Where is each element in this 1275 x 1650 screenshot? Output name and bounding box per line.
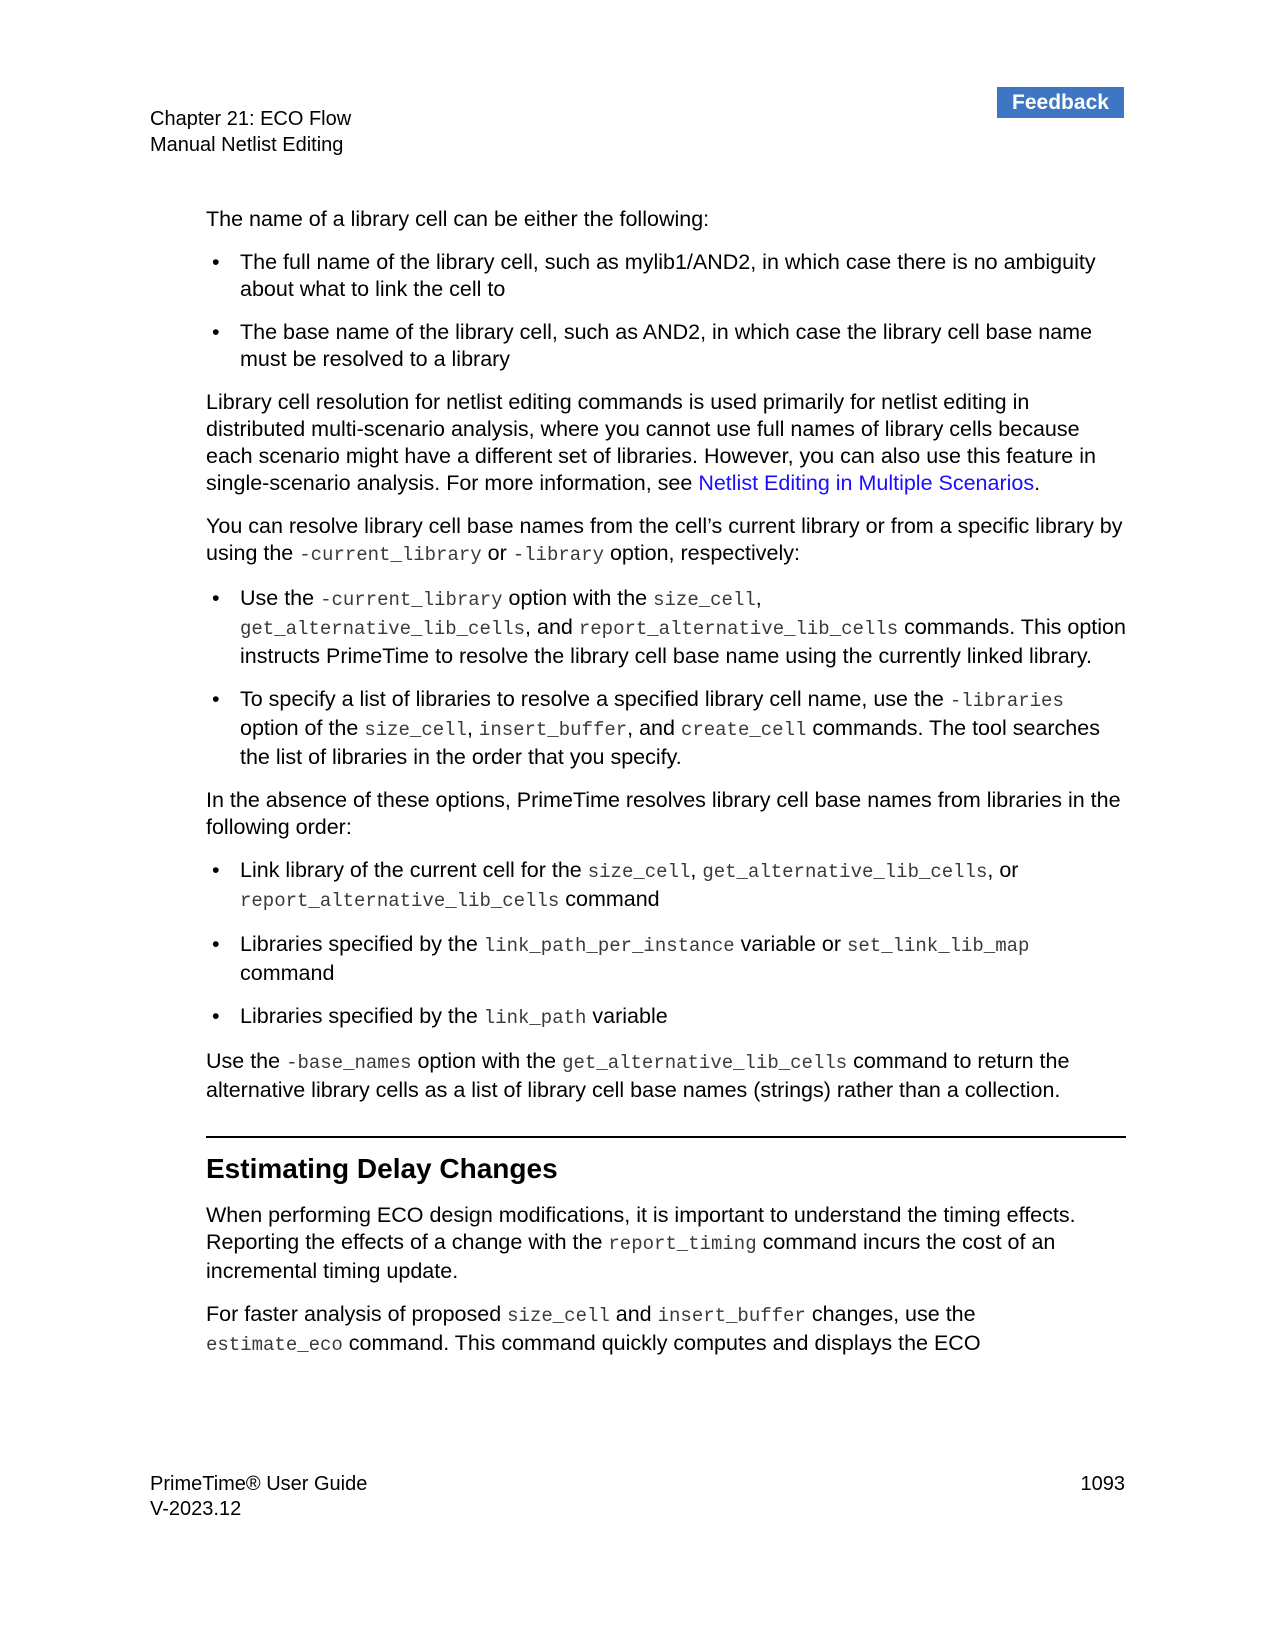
list-item: • Libraries specified by the link_path variable bbox=[212, 1004, 668, 1029]
section-divider bbox=[206, 1136, 1126, 1138]
bullet-list bbox=[206, 585, 1126, 771]
bullet-list bbox=[206, 857, 1126, 1032]
feedback-button[interactable]: Feedback bbox=[997, 87, 1124, 118]
paragraph: Use the -base_names option with the get_alternative_lib_cells command to return the alternative library cells as a list of library cell base names (strings) rather than a collection. bbox=[206, 1049, 1070, 1102]
page-number: 1093 bbox=[1080, 1473, 1125, 1495]
paragraph: For faster analysis of proposed size_cell and insert_buffer changes, use the estimate_eco command. This command quickly computes and displays the ECO bbox=[206, 1302, 981, 1356]
section-heading: Estimating Delay Changes bbox=[206, 1153, 558, 1184]
section-title: Manual Netlist Editing bbox=[150, 134, 344, 156]
document-version: V-2023.12 bbox=[150, 1498, 242, 1520]
netlist-editing-link[interactable]: Netlist Editing in Multiple Scenarios bbox=[698, 471, 1035, 495]
page-header bbox=[150, 106, 351, 158]
list-item: • The full name of the library cell, such as mylib1/AND2, in which case there is no ambiguity about what to link the cell to bbox=[212, 250, 1096, 301]
paragraph: You can resolve library cell base names from the cell’s current library or from a specific library by using the -current_library or -library option, respectively: bbox=[206, 514, 1123, 566]
chapter-title: Chapter 21: ECO Flow bbox=[150, 108, 352, 130]
list-item: • Libraries specified by the link_path_per_instance variable or set_link_lib_map command bbox=[212, 932, 1030, 985]
list-item: • The base name of the library cell, such as AND2, in which case the library cell base name must be resolved to a library bbox=[212, 320, 1093, 371]
paragraph: Library cell resolution for netlist editing commands is used primarily for netlist editing in distributed multi-scenario analysis, where you cannot use full names of library cells because each scenario might have a different set of libraries. However, you can also use this feature in single-scenario analysis. For more information, see Netlist Editing in Multiple Scenarios. bbox=[206, 390, 1096, 495]
page-footer bbox=[150, 1472, 367, 1522]
list-item: • Use the -current_library option with the size_cell, get_alternative_lib_cells, and report_alternative_lib_cells commands. This option instructs PrimeTime to resolve the library cell base name using the currently linked library. bbox=[212, 586, 1126, 668]
bullet-list bbox=[206, 249, 1126, 373]
list-item: • To specify a list of libraries to resolve a specified library cell name, use the -libraries option of the size_cell, insert_buffer, and create_cell commands. The tool searches the list of libraries in the order that you specify. bbox=[212, 687, 1100, 769]
paragraph: In the absence of these options, PrimeTime resolves library cell base names from libraries in the following order: bbox=[206, 788, 1121, 839]
page-content bbox=[206, 206, 1126, 1375]
paragraph: The name of a library cell can be either the following: bbox=[206, 207, 710, 231]
document-title: PrimeTime® User Guide bbox=[150, 1473, 368, 1495]
paragraph: When performing ECO design modifications, it is important to understand the timing effects. Reporting the effects of a change with the report_timing command incurs the cost of an incremental timing update. bbox=[206, 1203, 1076, 1283]
list-item: • Link library of the current cell for the size_cell, get_alternative_lib_cells, or report_alternative_lib_cells command bbox=[212, 858, 1019, 912]
